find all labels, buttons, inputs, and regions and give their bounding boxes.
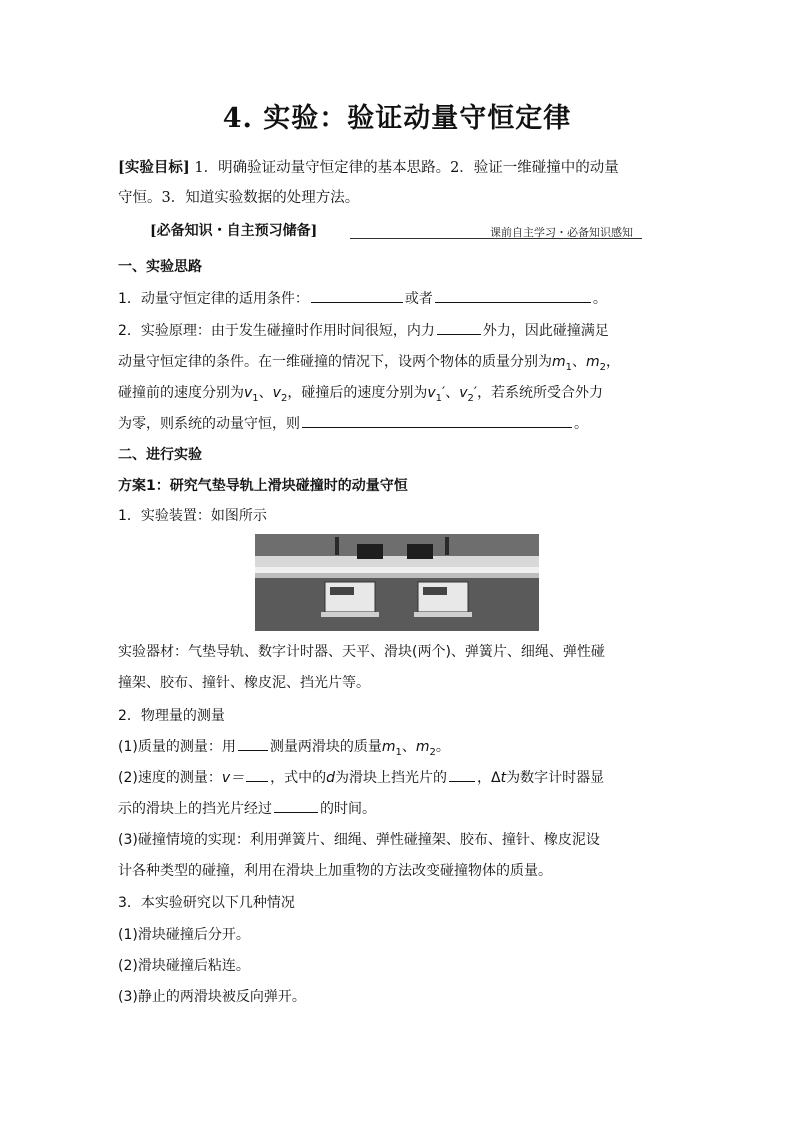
measure-velocity-line-1: (2)速度的测量：v＝ ，式中的d为滑块上挡光片的 ，Δt为数字计时器显 — [118, 770, 605, 786]
answer-blank[interactable] — [246, 768, 268, 782]
s2-item2: 2．物理量的测量 — [118, 708, 225, 724]
answer-blank[interactable] — [274, 799, 318, 813]
equipment-line-2: 撞架、胶布、撞针、橡皮泥、挡光片等。 — [118, 675, 370, 691]
measure-velocity-line-2: 示的滑块上的挡光片经过 的时间。 — [118, 801, 376, 817]
air-track-photo — [255, 534, 539, 631]
s1-item2-line3: 碰撞前的速度分别为$v_1$、$v_2$，碰撞后的速度分别为$v_1'$、$v_2'$，若系统所受合外力 — [118, 385, 604, 404]
answer-blank[interactable] — [437, 321, 481, 335]
banner-right: 课前自主学习・必备知识感知 — [490, 226, 633, 239]
s1-item2-line4: 为零，则系统的动量守恒，则 。 — [118, 416, 588, 432]
objective-line-2: 守恒。3．知道实验数据的处理方法。 — [118, 190, 360, 206]
equipment-line-1: 实验器材：气垫导轨、数字计时器、天平、滑块(两个)、弹簧片、细绳、弹性碰 — [118, 644, 605, 660]
collision-setup-line-1: (3)碰撞情境的实现：利用弹簧片、细绳、弹性碰撞架、胶布、撞针、橡皮泥设 — [118, 832, 600, 848]
s2-item3: 3．本实验研究以下几种情况 — [118, 895, 295, 911]
collision-setup-line-2: 计各种类型的碰撞，利用在滑块上加重物的方法改变碰撞物体的质量。 — [118, 863, 552, 879]
case-2: (2)滑块碰撞后粘连。 — [118, 958, 250, 974]
section-heading-1: 一、实验思路 — [118, 259, 202, 275]
answer-blank[interactable] — [449, 768, 475, 782]
objective-tag: [实验目标] — [118, 159, 190, 176]
answer-blank[interactable] — [311, 289, 403, 303]
section-heading-2: 二、进行实验 — [118, 447, 202, 463]
s1-item2-line1: 2．实验原理：由于发生碰撞时作用时间很短，内力 外力，因此碰撞满足 — [118, 323, 609, 339]
case-3: (3)静止的两滑块被反向弹开。 — [118, 989, 306, 1005]
s1-item1: 1．动量守恒定律的适用条件： 或者 。 — [118, 291, 607, 307]
s2-item1: 1．实验装置：如图所示 — [118, 508, 267, 524]
measure-mass: (1)质量的测量：用 测量两滑块的质量$m_1$、$m_2$。 — [118, 739, 450, 758]
banner-left: [必备知识・自主预习储备] — [150, 223, 318, 239]
page-title: 4. 实验：验证动量守恒定律 — [222, 103, 572, 134]
case-1: (1)滑块碰撞后分开。 — [118, 927, 250, 943]
objective-line-1: [实验目标] 1．明确验证动量守恒定律的基本思路。2．验证一维碰撞中的动量 — [118, 159, 619, 176]
answer-blank[interactable] — [435, 289, 591, 303]
answer-blank[interactable] — [238, 737, 268, 751]
plan-heading: 方案1：研究气垫导轨上滑块碰撞时的动量守恒 — [118, 478, 408, 494]
s1-item2-line2: 动量守恒定律的条件。在一维碰撞的情况下，设两个物体的质量分别为$m_1$、$m_2$， — [118, 354, 621, 373]
answer-blank[interactable] — [302, 414, 572, 428]
